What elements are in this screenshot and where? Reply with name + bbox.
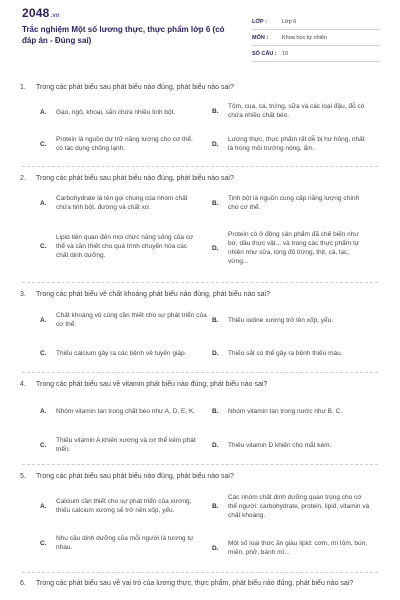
option-c[interactable] <box>40 342 200 364</box>
question-text: Trong các phát biểu sau phát biểu nào đúng, phát biểu nào sai? <box>36 473 234 480</box>
option-text: Nhóm vitamin tan trong chất béo như A, D, E, K. <box>56 407 196 415</box>
question-number: 6. <box>20 580 26 587</box>
option-text: Tinh bột là nguồn cung cấp năng lượng chính cho cơ thể. <box>228 195 360 211</box>
option-letter: A. <box>40 502 47 510</box>
question-divider <box>22 372 378 373</box>
meta-row-subject <box>252 30 380 46</box>
question-number: 2. <box>20 175 26 182</box>
option-text: Thiếu iodine xương trở lên xốp, yếu. <box>228 316 334 324</box>
option-letter: D. <box>212 441 219 449</box>
option-letter: B. <box>212 407 219 415</box>
option-text: Calcium cần thiết cho sự phát triển của xương, thiếu calcium xương sẽ trở nên xốp, yếu. <box>56 498 192 514</box>
option-b[interactable] <box>212 400 370 422</box>
option-text: Lipid tiên quan đến mọi chức năng sống của cơ thể và cần thiết cho quá trình chuyển hóa các chất dinh dưỡng. <box>56 233 194 259</box>
option-letter: B. <box>212 316 219 324</box>
option-d[interactable] <box>212 225 370 271</box>
question-stem <box>20 290 370 300</box>
option-c[interactable] <box>40 532 200 554</box>
option-c[interactable] <box>40 230 200 262</box>
document-title: Trắc nghiệm Một số lương thực, thực phẩm lớp 6 (có đáp án - Đúng sai) <box>22 25 225 45</box>
question-divider <box>22 282 378 283</box>
option-text: Tôm, cua, cá, trứng, sữa và các loại đậu, đỗ có chứa nhiều chất béo. <box>228 103 365 119</box>
question-number: 5. <box>20 473 26 480</box>
option-text: Nhu cầu dinh dưỡng của mỗi người là tương tự nhau. <box>56 535 194 551</box>
option-d[interactable] <box>212 434 370 456</box>
meta-label: SỐ CÂU : <box>252 50 277 57</box>
option-letter: C. <box>40 441 47 449</box>
meta-table <box>252 14 380 62</box>
option-text: Carbohydrate là tên gọi chung của nhóm chất chứa tinh bột, đường và chất xơ. <box>56 195 188 211</box>
meta-value: Khoa học tự nhiên <box>282 34 327 41</box>
option-a[interactable] <box>40 192 200 214</box>
document-header <box>0 0 400 68</box>
option-letter: C. <box>40 539 47 547</box>
option-letter: A. <box>40 199 47 207</box>
option-letter: A. <box>40 407 47 415</box>
question-text: Trong các phát biểu sau phát biểu nào đúng, phát biểu nào sai? <box>36 84 234 91</box>
option-b[interactable] <box>212 309 370 331</box>
logo-suffix: .vn <box>50 13 60 19</box>
question-stem <box>20 579 380 589</box>
option-text: Các nhóm chất dinh dưỡng quan trọng cho cơ thể người: carbohydrate, protein, lipid, vitamin và chất khoáng. <box>228 493 370 519</box>
question-text: Trong các phát biểu sau về vitamin phát biểu nào đúng, phát biểu nào sai? <box>36 381 268 388</box>
question-divider <box>22 572 378 573</box>
option-d[interactable] <box>212 532 372 564</box>
option-a[interactable] <box>40 309 210 331</box>
option-text: Gạo, ngô, khoai, sắn chứa nhiều tinh bột. <box>56 108 176 116</box>
option-c[interactable] <box>40 133 200 155</box>
option-d[interactable] <box>212 342 370 364</box>
meta-row-grade <box>252 14 380 30</box>
site-logo[interactable] <box>22 6 60 20</box>
option-letter: D. <box>212 349 219 357</box>
question-stem <box>20 83 370 93</box>
question-number: 1. <box>20 84 26 91</box>
option-b[interactable] <box>212 490 372 522</box>
option-letter: B. <box>212 199 219 207</box>
question-divider <box>22 464 378 465</box>
option-d[interactable] <box>212 133 370 155</box>
logo-text: 2048 <box>22 6 50 20</box>
option-c[interactable] <box>40 434 200 456</box>
option-letter: C. <box>40 140 47 148</box>
question-text: Trong các phát biểu sau về vai trò của lương thực, thực phẩm, phát biểu nào đúng, phát biểu nào sai? <box>36 580 354 587</box>
option-letter: B. <box>212 107 219 115</box>
option-text: Thiếu vitamin A khiến xương và cơ thể kém phát triển. <box>56 437 196 453</box>
option-letter: A. <box>40 108 47 116</box>
option-a[interactable] <box>40 400 210 422</box>
option-b[interactable] <box>212 192 370 214</box>
question-text: Trong các phát biểu sau phát biểu nào đúng, phát biểu nào sai? <box>36 175 234 182</box>
meta-value: Lớp 6 <box>282 18 297 25</box>
option-text: Protein là nguồn dự trữ năng lượng cho cơ thể, có tác dụng chống lạnh. <box>56 136 193 152</box>
option-letter: D. <box>212 544 219 552</box>
option-letter: D. <box>212 140 219 148</box>
option-text: Thiếu sắt có thể gây ra bệnh thiếu máu. <box>228 349 343 357</box>
option-letter: D. <box>212 244 219 252</box>
option-text: Một số loại thức ăn giàu lipid: cơm, mì tôm, bún, miến, phở, bánh mì... <box>228 540 368 556</box>
option-a[interactable] <box>40 103 200 121</box>
meta-label: MÔN : <box>252 34 269 41</box>
meta-row-count <box>252 46 380 62</box>
question-stem <box>20 380 370 390</box>
option-text: Protein có ở động sản phẩm đã chế biến như bơ, dầu thực vật... và trong các thực phẩm tự nhiên như sữa, lòng đỏ trứng, thịt, cá, lạc, vừng... <box>228 231 360 265</box>
question-stem <box>20 174 370 184</box>
option-b[interactable] <box>212 100 370 122</box>
option-text: Chất khoáng vô cùng cần thiết cho sự phát triển của cơ thể. <box>56 312 207 328</box>
question-divider <box>22 166 378 167</box>
question-number: 3. <box>20 291 26 298</box>
option-letter: B. <box>212 502 219 510</box>
option-a[interactable] <box>40 490 200 522</box>
question-stem <box>20 472 370 482</box>
option-letter: A. <box>40 316 47 324</box>
option-text: Thiếu calcium gây ra các bệnh về tuyến giáp. <box>56 349 187 357</box>
meta-value: 10 <box>282 50 289 57</box>
option-letter: C. <box>40 242 47 250</box>
option-text: Lương thực, thực phẩm rất dễ bị hư hỏng, nhất là trong môi trường nóng, ẩm. <box>228 136 365 152</box>
option-text: Nhóm vitamin tan trong nước như B, C. <box>228 407 343 415</box>
option-letter: C. <box>40 349 47 357</box>
meta-label: LỚP : <box>252 18 267 25</box>
question-number: 4. <box>20 381 26 388</box>
option-text: Thiếu vitamin D khiến cho mắt kém. <box>228 441 332 449</box>
question-text: Trong các phát biểu về chất khoáng phát biểu nào đúng, phát biểu nào sai? <box>36 291 271 298</box>
